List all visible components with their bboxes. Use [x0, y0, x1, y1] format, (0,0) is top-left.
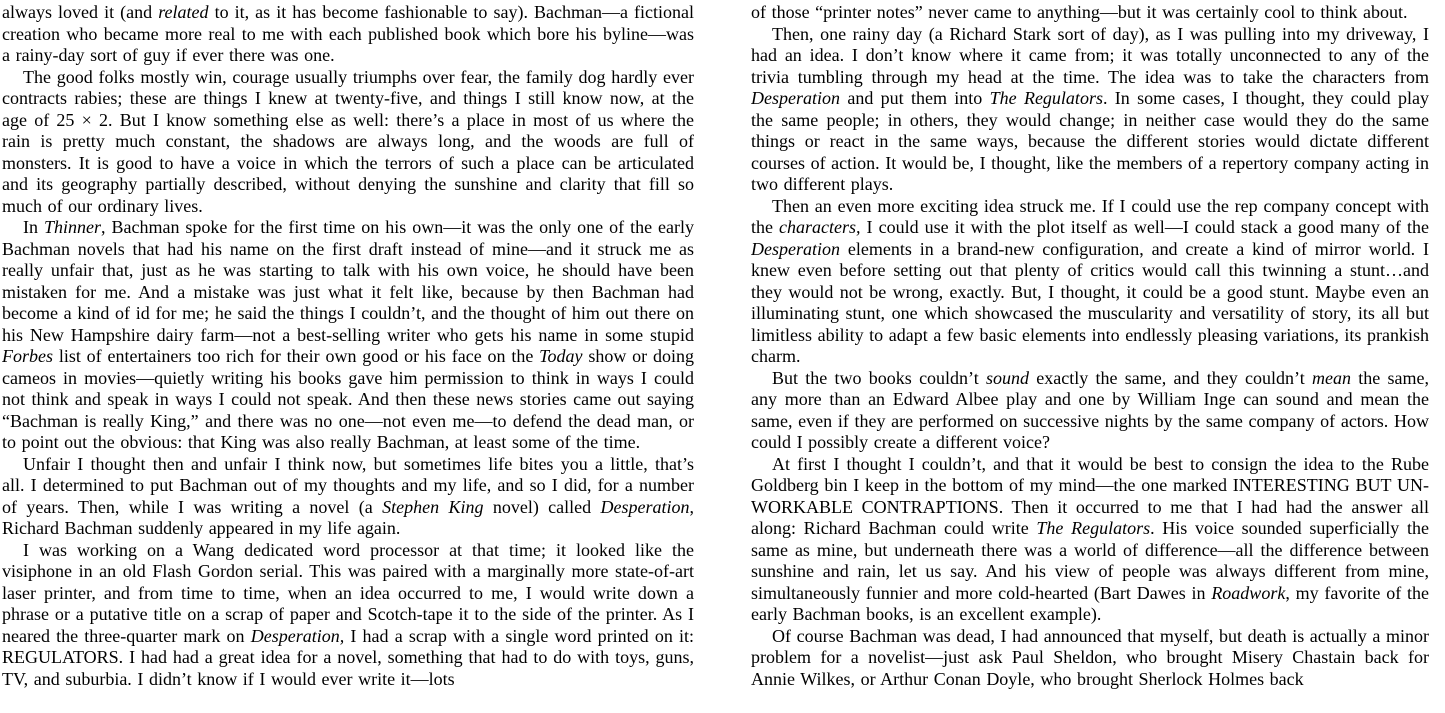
- paragraph: always loved it (and related to it, as it has become fashionable to say). Bachman—a fictional creation who became more real to me with each published book which bore his byline—was a rainy-day sort of guy if ever there was one.: [2, 2, 694, 65]
- paragraph: I was working on a Wang dedicated word processor at that time; it looked like the visiphone in an old Flash Gordon serial. This was paired with a marginally more state-of-art laser printer, and from time to time, when an idea occurred to me, I would write down a phrase or a putative title on a scrap of paper and Scotch-tape it to the side of the printer. As I neared the three-quarter mark on Desperation, I had a scrap with a single word printed on it: REGULATORS. I had had a great idea for a novel, something that had to do with toys, guns, TV, and suburbia. I didn’t know if I would ever write it—lots: [2, 539, 694, 689]
- italic-text: mean: [1311, 367, 1351, 388]
- italic-text: The Regulators: [989, 88, 1103, 108]
- italic-text: sound: [986, 367, 1030, 388]
- italic-text: related: [158, 2, 209, 22]
- italic-text: Today: [539, 346, 583, 366]
- italic-text: Forbes: [2, 346, 53, 366]
- paragraph: In Thinner, Bachman spoke for the first time on his own—it was the only one of the early Bachman novels that had his name on the first draft instead of mine—and it struck me as really unfair that, just as he was starting to talk with his own voice, he should have been mistaken for me. And a mistake was just what it felt like, because by then Bachman had become a kind of id for me; he said the things I couldn’t, and the thought of him out there on his New Hampshire dairy farm—not a best-selling writer who gets his name in some stupid Forbes list of entertainers too rich for their own good or his face on the Today show or doing cameos in movies—quietly writing his books gave him permission to think in ways I could not think and speak in ways I could not speak. And then these news stories came out saying “Bachman is really King,” and there was no one—not even me—to defend the dead man, or to point out the obvious: that King was also really Bachman, at least some of the time.: [2, 217, 694, 452]
- paragraph: Then, one rainy day (a Richard Stark sort of day), as I was pulling into my driveway, I had an idea. I don’t know where it came from; it was totally unconnected to any of the trivia tumbling through my head at the time. The idea was to take the characters from Desperation and put them into The Regulators. In some cases, I thought, they could play the same people; in others, they would change; in neither case would they do the same things or react in the same ways, because the different stories would dictate different courses of action. It would be, I thought, like the members of a repertory company acting in two different plays.: [751, 23, 1429, 194]
- italic-text: Desperation: [751, 238, 840, 259]
- text-column-left: [2, 2, 694, 713]
- paragraph: Then an even more exciting idea struck me. If I could use the rep company concept with the characters, I could use it with the plot itself as well—I could stack a good many of the Desperation elements in a brand-new configuration, and create a kind of mirror world. I knew even before setting out that plenty of critics would call this twinning a stunt…and they would not be wrong, exactly. But, I thought, it could be a good stunt. Maybe even an illuminating stunt, one which showcased the muscularity and versatility of story, its all but limitless ability to adapt a few basic elements into endlessly pleasing variations, its prankish charm.: [751, 195, 1429, 366]
- italic-text: Desperation: [600, 496, 690, 517]
- italic-text: The Regulators: [1036, 518, 1151, 538]
- paragraph: The good folks mostly win, courage usually triumphs over fear, the family dog hardly ever contracts rabies; these are things I knew at twenty-five, and things I still know now, at the age of 25 × 2. But I know something else as well: there’s a place in most of us where the rain is pretty much constant, the shadows are always long, and the woods are full of monsters. It is good to have a voice in which the terrors of such a place can be articulated and its geography partially described, without denying the sunshine and clarity that fill so much of our ordinary lives.: [2, 66, 694, 216]
- italic-text: Roadwork: [1211, 582, 1286, 603]
- italic-text: Thinner: [43, 217, 101, 237]
- paragraph: Unfair I thought then and unfair I think now, but sometimes life bites you a little, that’s all. I determined to put Bachman out of my thoughts and my life, and so I did, for a number of years. Then, while I was writing a novel (a Stephen King novel) called Desperation, Richard Bachman suddenly appeared in my life again.: [2, 453, 694, 538]
- paragraph: Of course Bachman was dead, I had announced that myself, but death is actually a minor problem for a novelist—just ask Paul Sheldon, who brought Misery Chastain back for Annie Wilkes, or Arthur Conan Doyle, who brought Sherlock Holmes back: [751, 625, 1429, 689]
- italic-text: Desperation,: [250, 625, 345, 646]
- italic-text: Stephen King: [382, 496, 484, 517]
- paragraph: At first I thought I couldn’t, and that it would be best to consign the idea to the Rube Goldberg bin I keep in the bottom of my mind—the one marked INTERESTING BUT UN-WORKABLE CONTRAPTIONS. Then it occurred to me that I had had the answer all along: Richard Bachman could write The Regulators. His voice sounded superficially the same as mine, but underneath there was a world of difference—all the difference between sunshine and rain, let us say. And his view of people was always different from mine, simultaneously funnier and more cold-hearted (Bart Dawes in Roadwork, my favorite of the early Bachman books, is an excellent example).: [751, 453, 1429, 624]
- italic-text: Desperation: [751, 88, 840, 108]
- italic-text: characters,: [779, 217, 861, 237]
- text-column-right: [751, 2, 1429, 713]
- paragraph: But the two books couldn’t sound exactly the same, and they couldn’t mean the same, any more than an Edward Albee play and one by William Inge can sound and mean the same, even if they are performed on successive nights by the same company of actors. How could I possibly create a different voice?: [751, 367, 1429, 452]
- paragraph: of those “printer notes” never came to anything—but it was certainly cool to think about.: [751, 2, 1408, 22]
